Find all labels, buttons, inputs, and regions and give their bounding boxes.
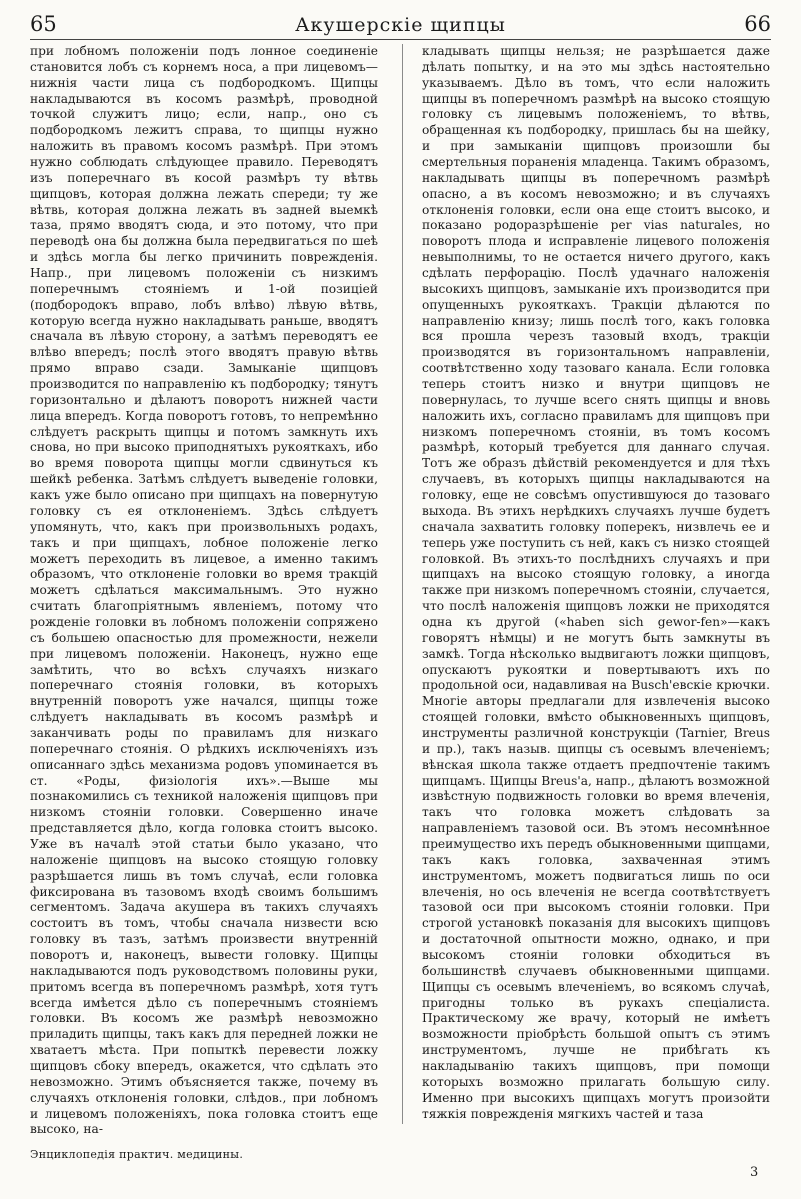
signature-mark: 3 (750, 1165, 759, 1180)
footnote: Энциклопедiя практич. медицины. (30, 1148, 244, 1161)
page-number-right: 66 (744, 12, 771, 36)
column-divider (402, 44, 403, 1124)
page-header (30, 6, 771, 40)
page-number-left: 65 (30, 12, 57, 36)
text-column-left: при лобномъ положенiи подъ лонное соединенiе становится лобъ съ корнемъ носа, а при лицевомъ—нижнiя части лица съ подбородкомъ. Щипцы накладываются въ косомъ размѣрѣ, проводной точкой служитъ лицо; если, напр., оно съ подбородкомъ лежитъ справа, то щипцы нужно наложить въ правомъ косомъ размѣрѣ. При этомъ нужно соблюдать слѣдующее правило. Переводятъ изъ поперечнаго въ косой размѣръ ту вѣтвь щипцовъ, которая должна лежать спереди; ту же вѣтвь, которая должна лежать въ задней выемкѣ таза, прямо вводятъ сюда, и это потому, что при переводѣ она бы должна была передвигаться по шеѣ и здѣсь могла бы легко причинить поврежденiя. Напр., при лицевомъ положенiи съ низкимъ поперечнымъ стоянiемъ и 1-ой позицiей (подбородокъ вправо, лобъ влѣво) лѣвую вѣтвь, которую всегда нужно накладывать раньше, вводятъ сначала въ лѣвую сторону, а затѣмъ переводятъ ее влѣво впередъ; послѣ этого вводятъ правую вѣтвь прямо вправо сзади. Замыканiе щипцовъ производится по направленiю къ подбородку; тянутъ горизонтально и дѣлаютъ поворотъ нижней части лица впередъ. Когда поворотъ готовъ, то непремѣнно слѣдуетъ раскрыть щипцы и потомъ замкнуть ихъ снова, но при высоко приподнятыхъ рукояткахъ, ибо во время поворота щипцы могли сдвинуться къ шейкѣ ребенка. Затѣмъ слѣдуетъ выведенiе головки, какъ уже было описано при щипцахъ на повернутую головку съ ея отклоненiемъ. Здѣсь слѣдуетъ упомянуть, что, какъ при произвольныхъ родахъ, такъ и при щипцахъ, лобное положенiе легко можетъ переходить въ лицевое, а именно такимъ образомъ, что отклоненiе головки во время тракцiй можетъ сдѣлаться максимальнымъ. Это нужно считать благопрiятнымъ явленiемъ, потому что рожденiе головки въ лобномъ положенiи сопряжено съ большею опасностью для промежности, нежели при лицевомъ положенiи. Наконецъ, нужно еще замѣтить, что во всѣхъ случаяхъ низкаго поперечнаго стоянiя головки, въ которыхъ внутреннiй поворотъ уже начался, щипцы тоже слѣдуетъ накладывать въ косомъ размѣрѣ и заканчивать роды по правиламъ для низкаго поперечнаго стоянiя. О рѣдкихъ исключенiяхъ изъ описаннаго здѣсь механизма родовъ упоминается въ ст. «Роды, физiологiя ихъ».—Выше мы познакомились съ техникой наложенiя щипцовъ при низкомъ стоянiи головки. Совершенно иначе представляется дѣло, когда головка стоитъ высоко. Уже въ началѣ этой статьи было указано, что наложенiе щипцовъ на высоко стоящую головку разрѣшается лишь въ томъ случаѣ, если головка фиксирована въ тазовомъ входѣ своимъ большимъ сегментомъ. Задача акушера въ такихъ случаяхъ состоитъ въ томъ, чтобы сначала низвести всю головку въ тазъ, затѣмъ произвести внутреннiй поворотъ и, наконецъ, вывести головку. Щипцы накладываются подъ руководствомъ половины руки, притомъ всегда въ поперечномъ размѣрѣ, хотя тутъ всегда имѣется дѣло съ поперечнымъ стоянiемъ головки. Въ косомъ же размѣрѣ невозможно приладить щипцы, такъ какъ для передней ложки не хватаетъ мѣста. При попыткѣ перевести ложку щипцовъ сбоку впередъ, окажется, что сдѣлать это невозможно. Этимъ объясняется также, почему въ случаяхъ отклоненiя головки, слѣдов., при лобномъ и лицевомъ положенiяхъ, пока головка стоитъ еще высоко, на- (30, 44, 378, 1137)
text-column-right: кладывать щипцы нельзя; не разрѣшается даже дѣлать попытку, и на это мы здѣсь настоятельно указываемъ. Дѣло въ томъ, что если наложить щипцы въ поперечномъ размѣрѣ на высоко стоящую головку съ лицевымъ положенiемъ, то вѣтвь, обращенная къ подбородку, пришлась бы на шейку, и при замыканiи щипцовъ произошли бы смертельныя пораненiя младенца. Такимъ образомъ, накладывать щипцы въ поперечномъ размѣрѣ опасно, а въ косомъ невозможно; и въ случаяхъ отклоненiя головки, если она еще стоитъ высоко, и показано родоразрѣшенiе per vias naturales, но поворотъ плода и исправленiе лицевого положенiя невыполнимы, то не остается ничего другого, какъ сдѣлать перфорацiю. Послѣ удачнаго наложенiя высокихъ щипцовъ, замыканiе ихъ производится при опущенныхъ рукояткахъ. Тракцiи дѣлаются по направленiю книзу; лишь послѣ того, какъ головка вся прошла черезъ тазовый входъ, тракцiи производятся въ горизонтальномъ направленiи, соотвѣтственно ходу тазоваго канала. Если головка теперь стоитъ низко и внутри щипцовъ не повернулась, то лучше всего снять щипцы и вновь наложить ихъ, согласно правиламъ для щипцовъ при низкомъ поперечномъ стоянiи, въ томъ косомъ размѣрѣ, который требуется для даннаго случая. Тотъ же образъ дѣйствiй рекомендуется и для тѣхъ случаевъ, въ которыхъ щипцы накладываются на головку, еще не совсѣмъ опустившуюся до тазоваго выхода. Въ этихъ нерѣдкихъ случаяхъ лучше будетъ сначала захватить головку поперекъ, низвлечь ее и теперь уже поступить съ ней, какъ съ низко стоящей головкой. Въ этихъ-то послѣднихъ случаяхъ и при щипцахъ на высоко стоящую головку, а иногда также при низкомъ поперечномъ стоянiи, случается, что послѣ наложенiя щипцовъ ложки не приходятся одна къ другой («haben sich gewor-fen»—какъ говорятъ нѣмцы) и не могутъ быть замкнуты въ замкѣ. Тогда нѣсколько выдвигаютъ ложки щипцовъ, опускаютъ рукоятки и повертываютъ ихъ по продольной оси, надавливая на Busch'евскiе крючки. Многiе авторы предлагали для извлеченiя высоко стоящей головки, вмѣсто обыкновенныхъ щипцовъ, инструменты различной конструкцiи (Tarnier, Breus и пр.), такъ назыв. щипцы съ осевымъ влеченiемъ; вѣнская школа также отдаетъ предпочтенiе такимъ щипцамъ. Щипцы Breus'а, напр., дѣлаютъ возможной извѣстную подвижность головки во время влеченiя, такъ что головка можетъ слѣдовать за направленiемъ тазовой оси. Въ этомъ несомнѣнное преимущество ихъ передъ обыкновенными щипцами, такъ какъ головка, захваченная этимъ инструментомъ, можетъ подвигаться лишь по оси влеченiя, но ось влеченiя не всегда соотвѣтствуетъ тазовой оси при высокомъ стоянiи головки. При строгой установкѣ показанiя для высокихъ щипцовъ и достаточной опытности можно, однако, и при высокомъ стоянiи головки обходиться въ большинствѣ случаевъ обыкновенными щипцами. Щипцы съ осевымъ влеченiемъ, во всякомъ случаѣ, пригодны только въ рукахъ спецiалиста. Практическому же врачу, который не имѣетъ возможности прiобрѣсть большой опытъ съ этимъ инструментомъ, лучше не прибѣгать къ накладыванiю такихъ щипцовъ, при помощи которыхъ возможно прилагать большую силу. Именно при высокихъ щипцахъ могутъ произойти тяжкiя поврежденiя мягкихъ частей и таза (422, 44, 770, 1121)
running-title: Акушерскiе щипцы (295, 14, 506, 36)
